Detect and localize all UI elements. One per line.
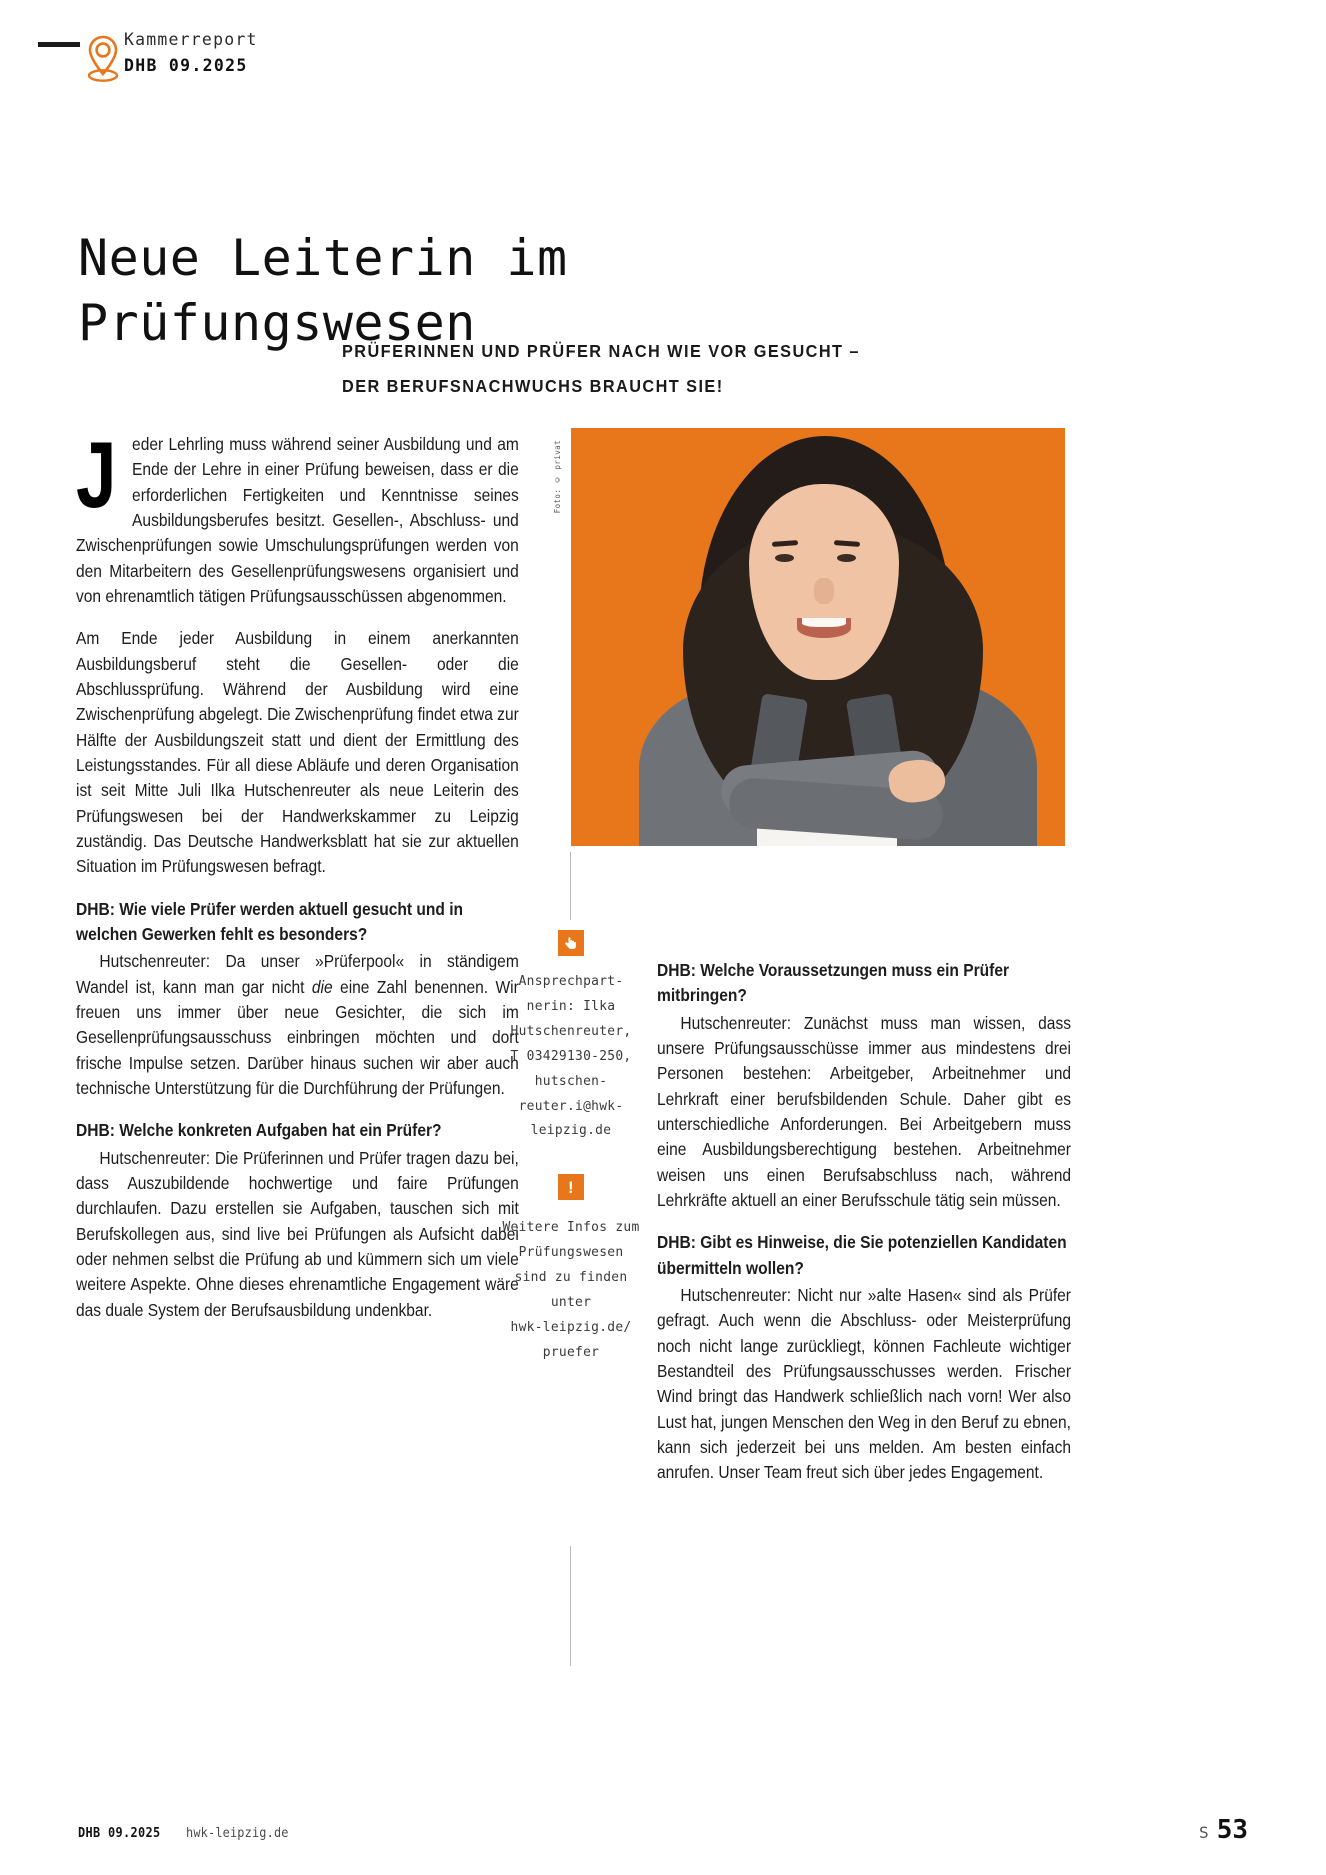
paragraph-2: Am Ende jeder Ausbildung in einem anerkannten Ausbildungsberuf steht die Gesellen- oder die Abschlussprüfung. Während der Ausbildung wird eine Zwischenprüfung abgelegt. Die Zwischenprüfung findet etwa zur Hälfte der Ausbildungszeit statt und dient der Ermittlung des Leistungsstandes. Für all diese Abläufe und deren Organisation ist seit Mitte Juli Ilka Hutschenreuter als neue Leiterin des Prüfungswesen bei der Handwerkskammer zu Leipzig zuständig. Das Deutsche Handwerksblatt hat sie zur aktuellen Situation im Prüfungswesen befragt. bbox=[76, 628, 519, 877]
page-number-prefix: S bbox=[1199, 1823, 1209, 1842]
more-line-2: Prüfungswesen bbox=[518, 1245, 624, 1261]
answer-1-part-1: Hutschenreuter: Da unser »Prüferpool« in ständigem Wandel ist, kann man gar nicht bbox=[76, 951, 519, 997]
question-1: DHB: Wie viele Prüfer werden aktuell gesucht und in welchen Gewerken fehlt es besonders? bbox=[76, 898, 464, 944]
more-info-text bbox=[497, 1216, 645, 1365]
answer-4: Hutschenreuter: Nicht nur »alte Hasen« sind als Prüfer gefragt. Auch wenn die Abschluss- oder Meisterprüfung noch nicht lange zurückliegt, können Fachleute wichtiger Bestandteil des Prüfungsausschusses werden. Frischer Wind bringt das Handwerk schließlich nach vorn! Wer also Lust hat, jungen Menschen den Weg in den Beruf zu ebnen, kann sich jederzeit bei uns melden. Am besten einfach anrufen. Unser Team freut sich über jedes Engagement. bbox=[657, 1284, 1071, 1483]
more-info-block bbox=[497, 1174, 645, 1365]
headline-line-1: Neue Leiterin im bbox=[78, 228, 568, 287]
portrait-eye-left bbox=[775, 554, 794, 562]
contact-info-block bbox=[497, 930, 645, 1144]
answer-3: Hutschenreuter: Zunächst muss man wissen, dass unsere Prüfungsausschüsse immer aus mindestens drei Personen bestehen: Arbeitgeber, Arbeitnehmer und Lehrkraft einer berufsbildenden Schule. Daher gibt es unterschiedliche Anforderungen. Bei Arbeitgebern muss eine Ausbildungsberechtigung bestehen. Arbeitnehmer weisen uns einen Berufsabschluss nach, während Lehrkräfte aktuell an einer Berufsschule tätig sein müssen. bbox=[657, 1012, 1071, 1210]
lead-paragraph-text: eder Lehrling muss während seiner Ausbildung und am Ende der Lehre in einer Prüfung beweisen, dass er die erforderlichen Fertigkeiten und Kenntnisse seines Ausbildungsberufes besitzt. Gesellen-, Abschluss- und Zwischenprüfungen sowie Umschulungsprüfungen werden von den Mitarbeitern des Gesellenprüfungswesens organisiert und von ehrenamtlich tätigen Prüfungsausschüssen abgenommen. bbox=[76, 434, 519, 606]
column-divider-top bbox=[570, 852, 571, 920]
question-2: DHB: Welche konkreten Aufgaben hat ein Prüfer? bbox=[76, 1120, 442, 1141]
more-line-6: pruefer bbox=[542, 1344, 600, 1360]
header-issue: DHB 09.2025 bbox=[124, 55, 248, 75]
photo-credit: Foto: © privat bbox=[553, 440, 562, 514]
headline-line-2: Prüfungswesen bbox=[78, 293, 476, 352]
header-kicker: Kammerreport bbox=[124, 30, 258, 49]
footer-issue: DHB 09.2025 bbox=[78, 1825, 161, 1841]
column-divider-bottom bbox=[570, 1546, 571, 1666]
portrait-photo bbox=[571, 428, 1065, 846]
article-column-left bbox=[76, 422, 519, 1323]
dropcap: J bbox=[76, 422, 117, 527]
portrait-eye-right bbox=[837, 554, 856, 562]
contact-line-6: reuter.i@hwk- bbox=[518, 1098, 624, 1114]
question-3: DHB: Welche Voraussetzungen muss ein Prüfer mitbringen? bbox=[657, 960, 1010, 1006]
question-4: DHB: Gibt es Hinweise, die Sie potenziellen Kandidaten übermitteln wollen? bbox=[657, 1232, 1067, 1278]
subtitle-line-1: PRÜFERINNEN UND PRÜFER NACH WIE VOR GESUCHT – bbox=[342, 341, 860, 361]
footer-left-group bbox=[78, 1825, 302, 1841]
portrait-teeth bbox=[802, 618, 846, 627]
contact-line-5: hutschen- bbox=[534, 1073, 608, 1089]
contact-line-7: leipzig.de bbox=[530, 1123, 612, 1139]
portrait-nose bbox=[814, 578, 834, 604]
answer-1-emphasis: die bbox=[311, 976, 333, 997]
location-pin-icon bbox=[86, 34, 120, 84]
article-subtitle bbox=[342, 334, 1049, 404]
info-sidebar bbox=[497, 930, 645, 1396]
contact-line-4: T 03429130-250, bbox=[510, 1048, 632, 1064]
header-rule bbox=[38, 42, 80, 47]
answer-1-part-2: eine Zahl benennen. Wir freuen uns immer über neue Gesichter, die sich im Gesellenprüfungsausschuss einbringen möchten und dort frische Impulse setzen. Darüber hinaus suchen wir aber auch technische Unterstützung für die Durchführung der Prüfungen. bbox=[76, 976, 519, 1098]
more-line-3: sind zu finden bbox=[514, 1270, 628, 1286]
page-footer bbox=[0, 1785, 1326, 1875]
more-line-5: hwk-leipzig.de/ bbox=[510, 1319, 632, 1335]
article-column-right bbox=[657, 958, 1071, 1486]
more-line-4: unter bbox=[550, 1295, 592, 1311]
contact-line-1: Ansprechpart- bbox=[518, 974, 624, 989]
footer-url: hwk-leipzig.de bbox=[185, 1825, 289, 1841]
answer-2: Hutschenreuter: Die Prüferinnen und Prüfer tragen dazu bei, dass Auszubildende hochwertige und faire Prüfungen durchlaufen. Dazu erstellen sie Aufgaben, tauschen sich mit Berufskollegen aus, sind live bei Prüfungen als Aufsicht dabei oder nehmen selbst die Prüfung ab und kümmern sich um viele weitere Aspekte. Ohne dieses ehrenamtliche Engagement wäre das duale System der Berufsausbildung undenkbar. bbox=[76, 1147, 519, 1320]
exclamation-icon: ! bbox=[558, 1174, 584, 1200]
footer-right-group bbox=[1199, 1815, 1248, 1845]
subtitle-line-2: DER BERUFSNACHWUCHS BRAUCHT SIE! bbox=[342, 376, 724, 396]
contact-line-3: Hutschenreuter, bbox=[510, 1023, 632, 1039]
lead-paragraph bbox=[76, 422, 519, 609]
more-line-1: Weitere Infos zum bbox=[502, 1220, 640, 1236]
answer-1 bbox=[76, 949, 519, 1101]
contact-info-text bbox=[497, 970, 645, 1144]
contact-line-2: nerin: Ilka bbox=[526, 998, 616, 1014]
header-text-group bbox=[124, 30, 258, 76]
hand-pointer-icon bbox=[558, 930, 584, 956]
page-header bbox=[0, 30, 1326, 100]
page-number: 53 bbox=[1216, 1815, 1248, 1845]
